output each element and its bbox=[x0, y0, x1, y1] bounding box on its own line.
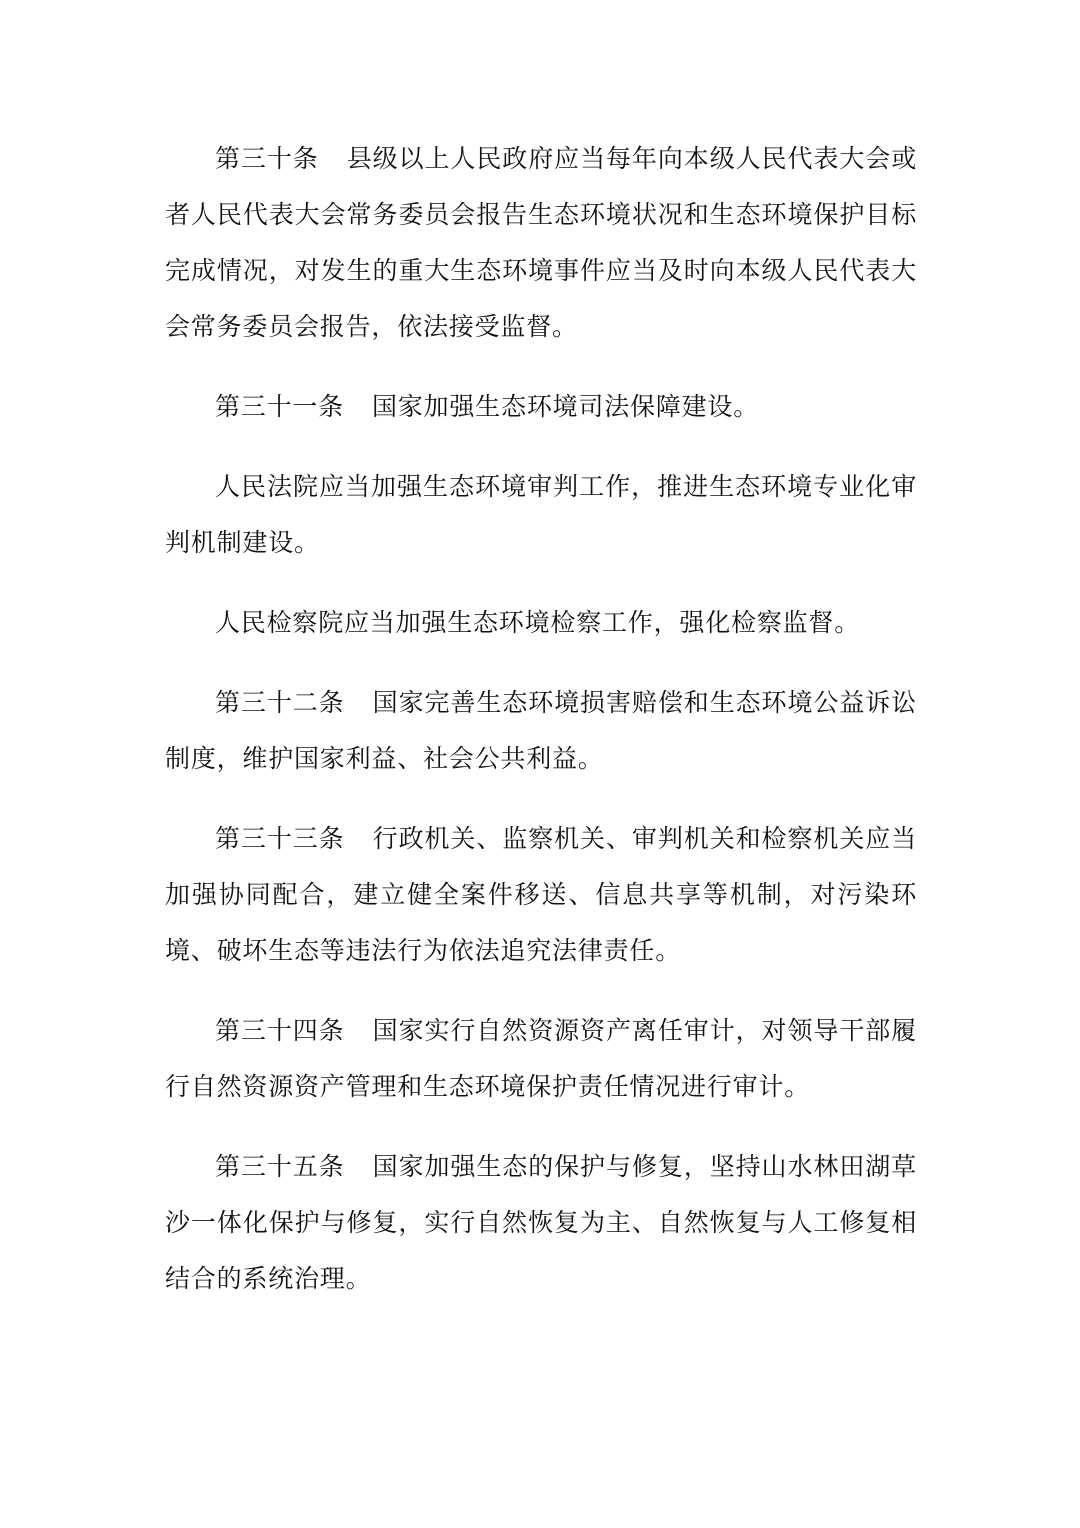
article-number: 第三十五条 bbox=[215, 1152, 345, 1181]
article-31-paragraph bbox=[165, 379, 917, 435]
article-number: 第三十二条 bbox=[215, 688, 345, 717]
article-text: 行政机关、监察机关、审判机关和检察机关应当加强协同配合，建立健全案件移送、信息共享等机制，对污染环境、破坏生态等违法行为依法追究法律责任。 bbox=[165, 824, 917, 965]
paragraph-text: 人民法院应当加强生态环境审判工作，推进生态环境专业化审判机制建设。 bbox=[165, 472, 917, 557]
article-32-paragraph bbox=[165, 675, 917, 787]
article-number: 第三十三条 bbox=[215, 824, 345, 853]
article-number: 第三十条 bbox=[215, 144, 319, 173]
article-text: 国家加强生态环境司法保障建设。 bbox=[372, 392, 760, 421]
article-35-paragraph bbox=[165, 1139, 917, 1307]
article-31-court-paragraph bbox=[165, 459, 917, 571]
article-number: 第三十一条 bbox=[215, 392, 345, 421]
article-31-procuratorate-paragraph bbox=[165, 595, 917, 651]
article-text: 国家加强生态的保护与修复，坚持山水林田湖草沙一体化保护与修复，实行自然恢复为主、自然恢复与人工修复相结合的系统治理。 bbox=[165, 1152, 917, 1293]
article-text: 县级以上人民政府应当每年向本级人民代表大会或者人民代表大会常务委员会报告生态环境状况和生态环境保护目标完成情况，对发生的重大生态环境事件应当及时向本级人民代表大会常务委员会报告，依法接受监督。 bbox=[165, 144, 917, 341]
document-body bbox=[165, 131, 917, 1331]
article-text: 国家完善生态环境损害赔偿和生态环境公益诉讼制度，维护国家利益、社会公共利益。 bbox=[165, 688, 917, 773]
article-30-paragraph bbox=[165, 131, 917, 355]
article-33-paragraph bbox=[165, 811, 917, 979]
article-34-paragraph bbox=[165, 1003, 917, 1115]
article-text: 国家实行自然资源资产离任审计，对领导干部履行自然资源资产管理和生态环境保护责任情况进行审计。 bbox=[165, 1016, 917, 1101]
article-number: 第三十四条 bbox=[215, 1016, 345, 1045]
paragraph-text: 人民检察院应当加强生态环境检察工作，强化检察监督。 bbox=[215, 608, 861, 637]
